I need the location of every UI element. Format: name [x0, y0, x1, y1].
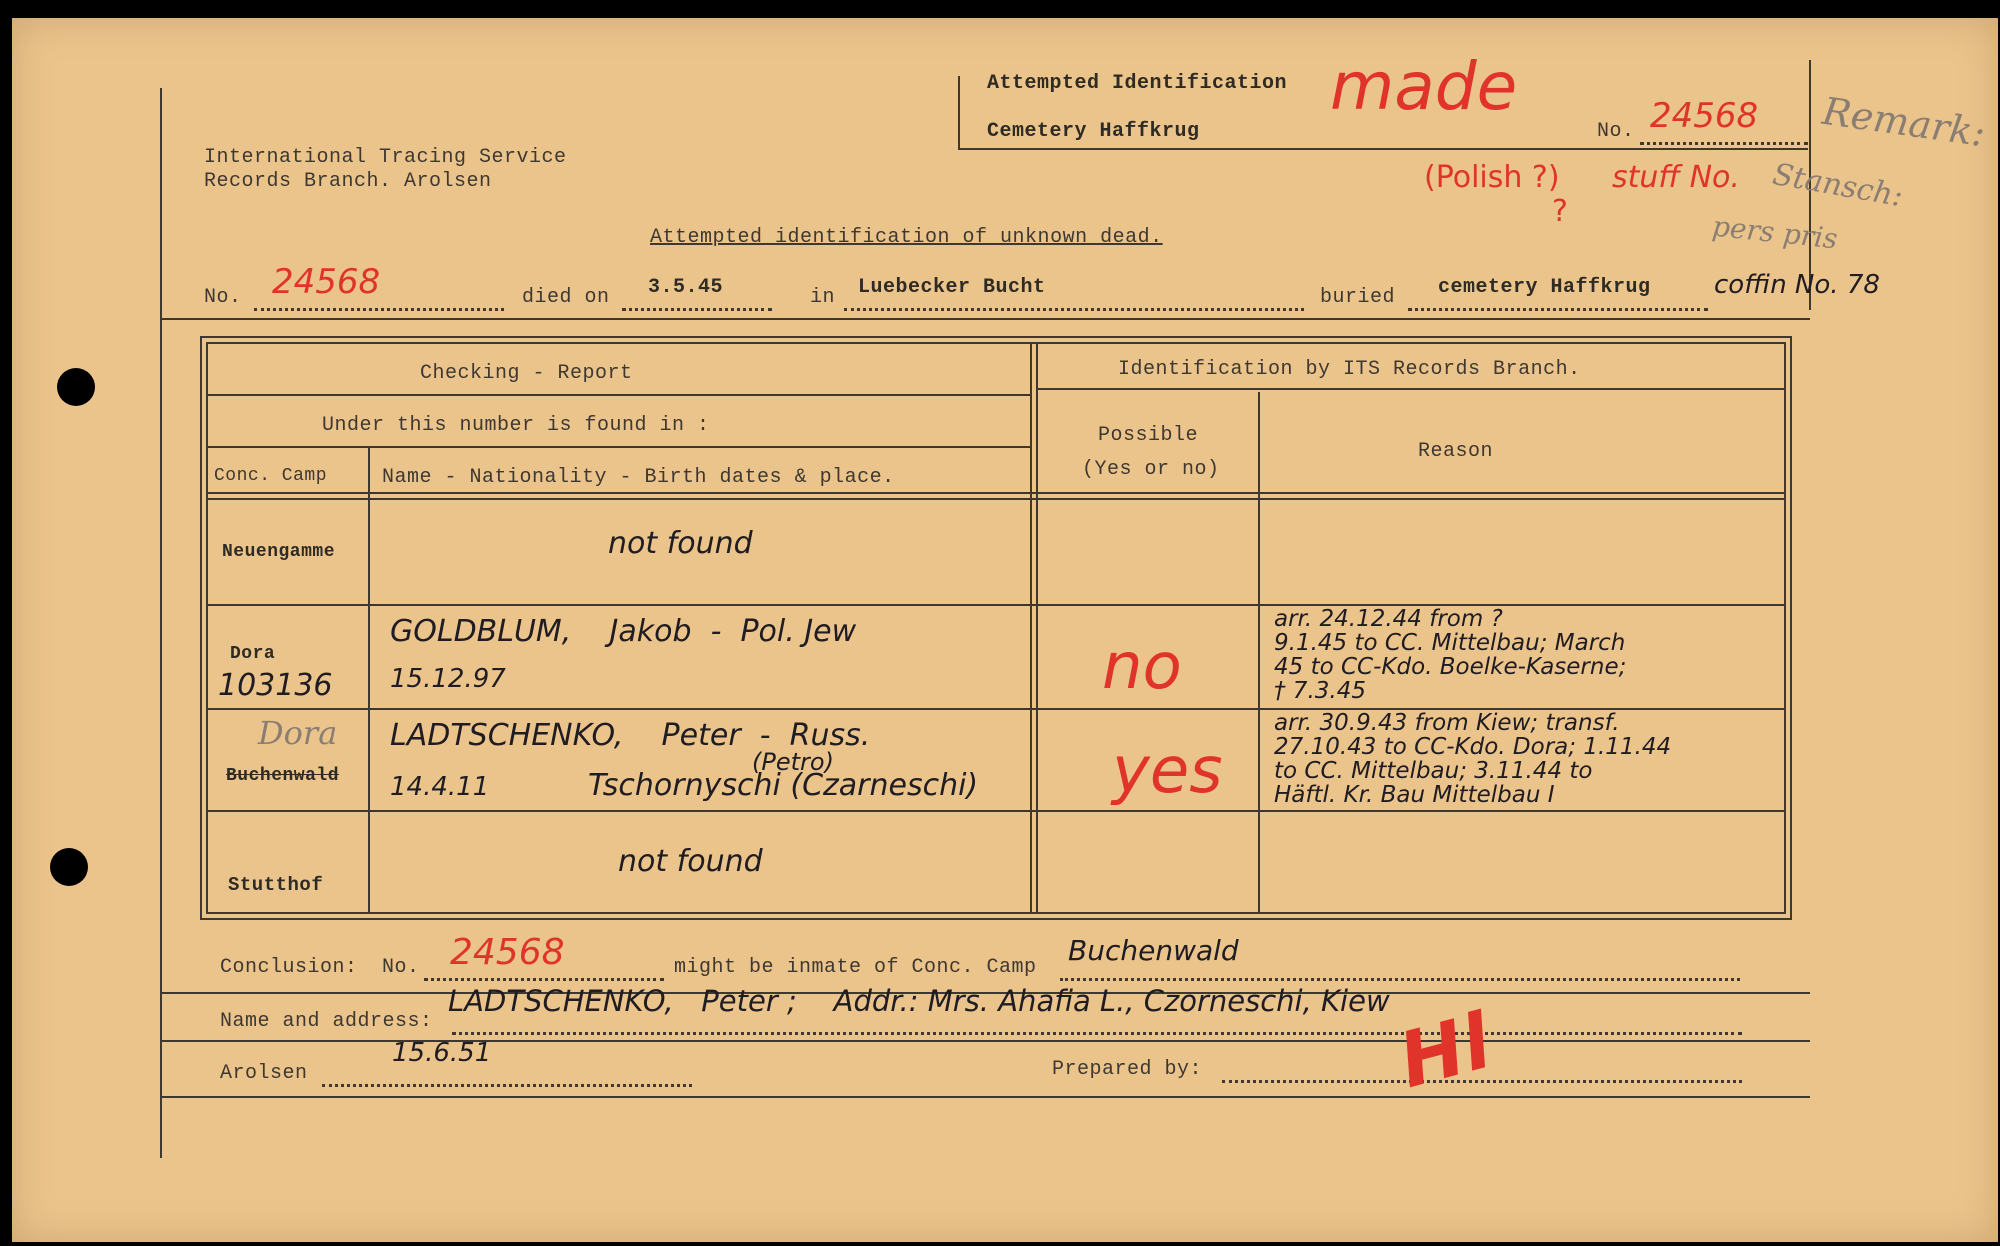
- conclusion-no-label: No.: [382, 956, 420, 979]
- died-value: 3.5.45: [648, 276, 724, 299]
- table-divider-camp: [368, 446, 370, 914]
- row4-camp: Stutthof: [228, 874, 324, 896]
- row-line-header1: [206, 394, 1030, 396]
- record-no-label: No.: [204, 286, 242, 309]
- identification-header: Identification by ITS Records Branch.: [1118, 358, 1581, 381]
- table-divider-main-2: [1036, 342, 1038, 914]
- prepared-by-signature: Hl: [1390, 995, 1500, 1106]
- died-dots: [622, 308, 772, 311]
- stamp-no-value: 24568: [1650, 96, 1759, 136]
- row3-name: LADTSCHENKO, Peter - Russ.: [390, 718, 871, 753]
- row2-reason-4: † 7.3.45: [1274, 678, 1366, 704]
- conclusion-no-value: 24568: [450, 932, 565, 973]
- form-title: Attempted identification of unknown dead.: [650, 226, 1163, 249]
- record-underline: [160, 318, 1810, 320]
- punch-hole-bottom: [50, 848, 88, 886]
- row3-camp-struck: Buchenwald: [226, 766, 340, 786]
- row-line-ident: [1036, 388, 1786, 390]
- row3-birthplace: Tschornyschi (Czarneschi): [588, 768, 979, 803]
- arolsen-dots: [322, 1084, 692, 1087]
- arolsen-label: Arolsen: [220, 1062, 308, 1085]
- stamp-line-2: Cemetery Haffkrug: [987, 120, 1200, 143]
- found-in-header: Under this number is found in :: [322, 414, 710, 437]
- buried-dots: [1408, 308, 1708, 311]
- polish-note: (Polish ?): [1424, 160, 1560, 195]
- row3-reason-3: to CC. Mittelbau; 3.11.44 to: [1274, 758, 1593, 784]
- stamp-box-left: [958, 76, 960, 148]
- conclusion-label: Conclusion:: [220, 956, 358, 979]
- conclusion-camp: Buchenwald: [1068, 934, 1239, 967]
- checking-report-header: Checking - Report: [420, 362, 633, 385]
- stamp-no-label: No.: [1597, 120, 1635, 143]
- buried-label: buried: [1320, 286, 1396, 309]
- document-card: [12, 18, 1998, 1242]
- died-label: died on: [522, 286, 610, 309]
- stamp-line-1: Attempted Identification: [987, 72, 1288, 95]
- row2-birth: 15.12.97: [390, 664, 506, 694]
- row-line-header3b: [206, 498, 1786, 500]
- col-possible-header-2: (Yes or no): [1082, 458, 1220, 481]
- row3-name-petro: (Petro): [752, 748, 834, 776]
- table-divider-main: [1030, 342, 1032, 914]
- stamp-box-bottom: [958, 148, 1808, 150]
- left-margin-line: [160, 88, 162, 1158]
- buried-value: cemetery Haffkrug: [1438, 276, 1651, 299]
- col-reason-header: Reason: [1418, 440, 1494, 463]
- row-line-1: [206, 604, 1786, 606]
- col-possible-header-1: Possible: [1098, 424, 1199, 447]
- table-divider-reason: [1258, 392, 1260, 914]
- pencil-remark: Remark:: [1819, 88, 1989, 156]
- row2-reason-2: 9.1.45 to CC. Mittelbau; March: [1274, 630, 1626, 656]
- row3-possible: yes: [1112, 734, 1223, 808]
- polish-question-mark: ?: [1552, 194, 1568, 229]
- might-be-label: might be inmate of Conc. Camp: [674, 956, 1037, 979]
- col-camp-header: Conc. Camp: [214, 466, 328, 486]
- row-line-3: [206, 810, 1786, 812]
- stuff-no-note: stuff No.: [1612, 160, 1740, 195]
- name-address-dots: [452, 1032, 1742, 1035]
- row2-reason-1: arr. 24.12.44 from ?: [1274, 606, 1503, 632]
- row3-reason-1: arr. 30.9.43 from Kiew; transf.: [1274, 710, 1620, 736]
- record-no-dots: [254, 308, 504, 311]
- row3-birth: 14.4.11: [390, 772, 490, 802]
- row3-reason-4: Häftl. Kr. Bau Mittelbau I: [1274, 782, 1555, 808]
- row3-camp: Dora: [258, 714, 338, 752]
- record-no-value: 24568: [272, 262, 381, 302]
- pencil-note-1: Stansch:: [1769, 156, 1906, 215]
- in-label: in: [810, 286, 836, 309]
- name-address-value: LADTSCHENKO, Peter ; Addr.: Mrs. Ahafia L., Czorneschi, Kiew: [448, 984, 1390, 1018]
- row2-reason-3: 45 to CC-Kdo. Boelke-Kaserne;: [1274, 654, 1627, 680]
- stamp-result-made: made: [1330, 48, 1518, 125]
- row2-camp-no: 103136: [218, 668, 333, 703]
- in-dots: [844, 308, 1304, 311]
- camp-dots: [1060, 978, 1740, 981]
- row4-name: not found: [618, 844, 763, 879]
- coffin-note: coffin No. 78: [1714, 270, 1880, 300]
- row2-name: GOLDBLUM, Jakob - Pol. Jew: [390, 614, 857, 649]
- in-value: Luebecker Bucht: [858, 276, 1046, 299]
- org-line-1: International Tracing Service: [204, 146, 567, 169]
- row2-possible: no: [1102, 630, 1182, 704]
- conclusion-no-dots: [424, 978, 664, 981]
- row-line-header2: [206, 446, 1030, 448]
- pencil-note-2: pers pris: [1710, 209, 1840, 256]
- punch-hole-top: [57, 368, 95, 406]
- conclusion-line-3: [160, 1096, 1810, 1098]
- row-line-header3: [206, 492, 1786, 494]
- row1-camp: Neuengamme: [222, 542, 336, 562]
- row1-name: not found: [608, 526, 753, 561]
- stamp-no-dots: [1640, 142, 1808, 145]
- prepared-by-label: Prepared by:: [1052, 1058, 1203, 1081]
- row2-camp: Dora: [230, 644, 276, 664]
- col-name-header: Name - Nationality - Birth dates & place.: [382, 466, 895, 489]
- name-address-label: Name and address:: [220, 1010, 433, 1033]
- org-line-2: Records Branch. Arolsen: [204, 170, 492, 193]
- arolsen-date: 15.6.51: [392, 1038, 492, 1068]
- row3-reason-2: 27.10.43 to CC-Kdo. Dora; 1.11.44: [1274, 734, 1672, 760]
